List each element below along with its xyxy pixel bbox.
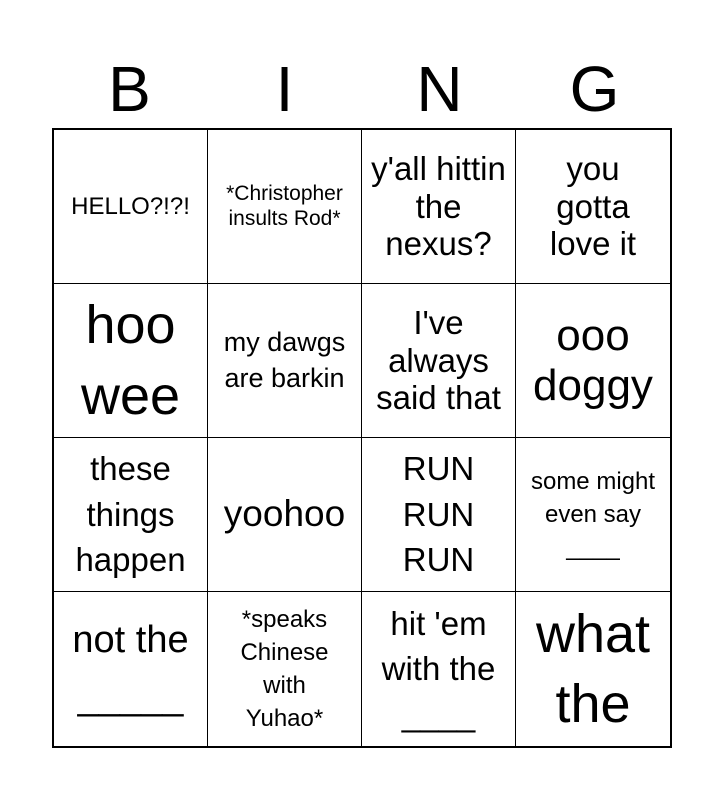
cell-text: some might even say ____ bbox=[530, 467, 656, 562]
bingo-cell[interactable] bbox=[516, 130, 670, 284]
bingo-header bbox=[52, 50, 672, 128]
bingo-board bbox=[52, 128, 672, 748]
cell-text: *Christopher insults Rod* bbox=[226, 182, 343, 230]
cell-text: not the _____ bbox=[72, 619, 189, 718]
bingo-cell[interactable] bbox=[54, 438, 208, 592]
bingo-cell[interactable] bbox=[516, 284, 670, 438]
bingo-cell[interactable] bbox=[362, 130, 516, 284]
bingo-cell[interactable] bbox=[208, 130, 362, 284]
cell-text: y'all hittin the nexus? bbox=[371, 149, 506, 263]
cell-text: I've always said that bbox=[376, 303, 501, 417]
bingo-cell[interactable] bbox=[208, 592, 362, 746]
bingo-cell[interactable] bbox=[362, 592, 516, 746]
bingo-cell[interactable] bbox=[208, 284, 362, 438]
cell-text: RUN RUN RUN bbox=[402, 450, 475, 579]
header-letter-b: B bbox=[108, 53, 151, 125]
header-letter-g: G bbox=[569, 53, 620, 125]
header-letter-i: I bbox=[275, 53, 294, 125]
header-letter-n: N bbox=[416, 53, 463, 125]
cell-text: hit 'em with the ____ bbox=[381, 604, 496, 733]
cell-text: these things happen bbox=[75, 450, 186, 579]
bingo-cell[interactable] bbox=[54, 284, 208, 438]
cell-text: my dawgs are barkin bbox=[223, 326, 346, 393]
bingo-cell[interactable] bbox=[208, 438, 362, 592]
bingo-cell[interactable] bbox=[516, 592, 670, 746]
bingo-cell[interactable] bbox=[54, 130, 208, 284]
cell-text: ooo doggy bbox=[533, 311, 653, 410]
bingo-cell[interactable] bbox=[362, 438, 516, 592]
bingo-cell[interactable] bbox=[516, 438, 670, 592]
cell-text: yoohoo bbox=[223, 493, 346, 535]
cell-text: hoo wee bbox=[80, 295, 181, 426]
cell-text: what the bbox=[535, 603, 651, 734]
cell-text: HELLO?!?! bbox=[71, 192, 190, 220]
cell-text: *speaks Chinese with Yuhao* bbox=[240, 605, 329, 733]
cell-text: you gotta love it bbox=[549, 149, 637, 263]
bingo-cell[interactable] bbox=[362, 284, 516, 438]
bingo-cell[interactable] bbox=[54, 592, 208, 746]
